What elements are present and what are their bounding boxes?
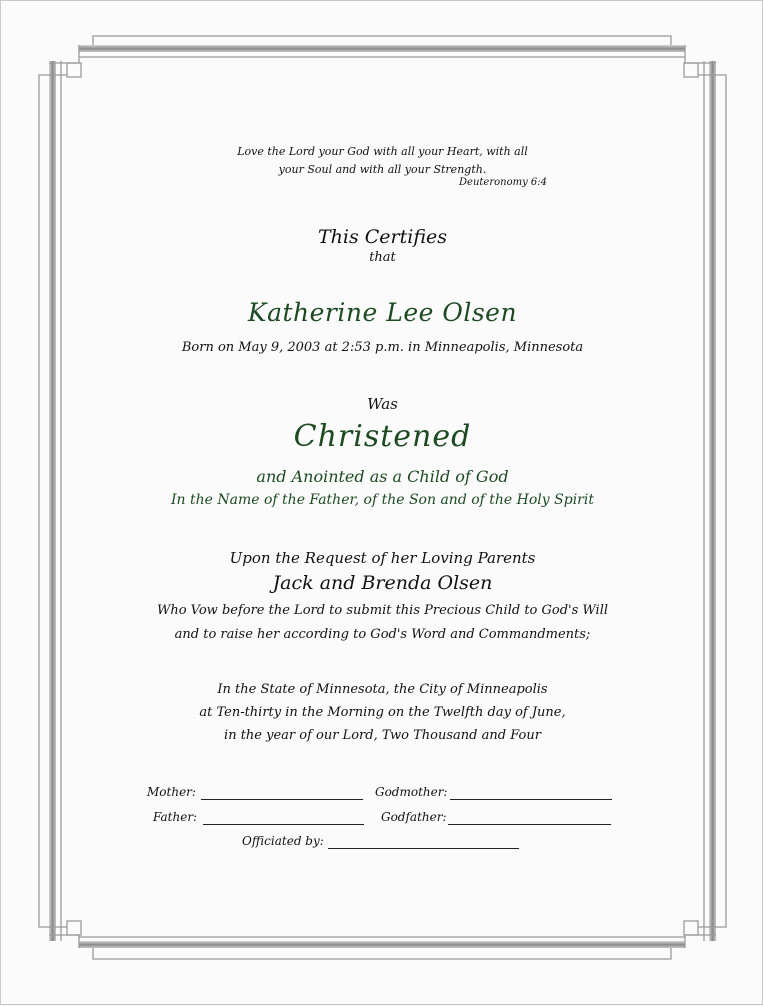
verse-line-1: Love the Lord your God with all your Heart, with all — [237, 145, 528, 158]
godmother-label: Godmother: — [375, 785, 448, 799]
verse-reference: Deuteronomy 6:4 — [459, 177, 547, 188]
christened-heading: Christened — [293, 419, 472, 454]
request-text: Upon the Request of her Loving Parents — [229, 549, 536, 567]
anointed-text: and Anointed as a Child of God — [256, 467, 509, 486]
godfather-signature-line[interactable] — [448, 824, 611, 825]
godmother-signature-line[interactable] — [450, 799, 612, 800]
officiated-label: Officiated by: — [242, 834, 324, 848]
birth-details: Born on May 9, 2003 at 2:53 p.m. in Minneapolis, Minnesota — [181, 340, 584, 355]
that-text: that — [369, 250, 396, 265]
mother-signature-line[interactable] — [201, 799, 363, 800]
child-name: Katherine Lee Olsen — [247, 298, 518, 327]
mother-label: Mother: — [147, 785, 196, 799]
vow-line-2: and to raise her according to God's Word and Commandments; — [174, 627, 591, 642]
trinity-text: In the Name of the Father, of the Son and of the Holy Spirit — [171, 492, 594, 508]
godfather-label: Godfather: — [381, 810, 447, 824]
verse-line-2: your Soul and with all your Strength. — [278, 163, 487, 176]
father-signature-line[interactable] — [203, 824, 364, 825]
location-line-1: In the State of Minnesota, the City of Minneapolis — [217, 682, 548, 697]
parent-names: Jack and Brenda Olsen — [272, 572, 493, 594]
certificate-content — [1, 1, 763, 1006]
certificate-title: This Certifies — [317, 226, 448, 248]
officiant-signature-line[interactable] — [328, 848, 519, 849]
was-text: Was — [367, 395, 398, 413]
father-label: Father: — [153, 810, 198, 824]
location-line-2: at Ten-thirty in the Morning on the Twelfth day of June, — [199, 705, 566, 720]
location-line-3: in the year of our Lord, Two Thousand and Four — [224, 728, 541, 743]
vow-line-1: Who Vow before the Lord to submit this Precious Child to God's Will — [156, 603, 609, 618]
